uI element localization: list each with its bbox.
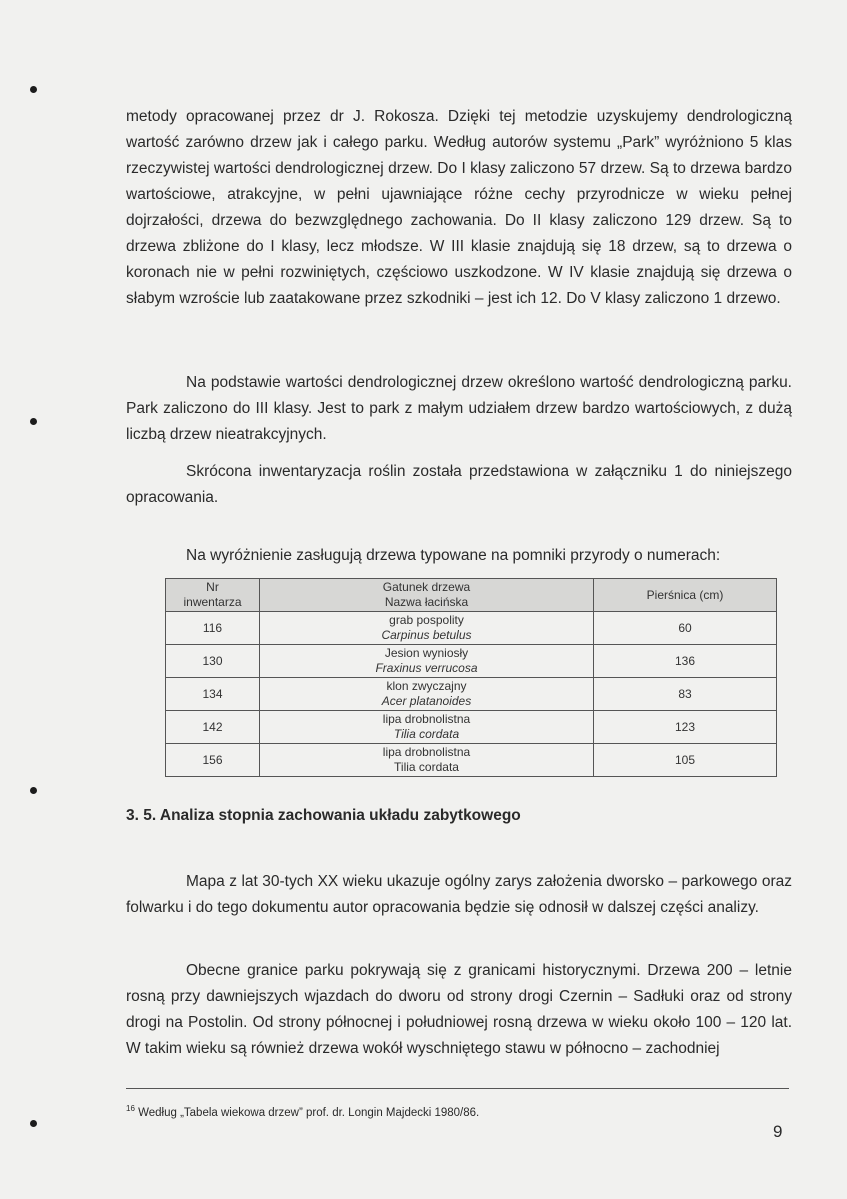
cell-species xyxy=(260,678,594,711)
page-number: 9 xyxy=(773,1122,783,1141)
paragraph-dendrological-classes: metody opracowanej przez dr J. Rokosza. Dzięki tej metodzie uzyskujemy dendrologiczną wartość zarówno drzew jak i całego parku. Według autorów systemu „Park” wyróżniono 5 klas rzeczywistej wartości dendrologicznej drzew. Do I klasy zaliczono 57 drzew. Są to drzewa bardzo wartościowe, atrakcyjne, w pełni ujawniające różne cechy przyrodnicze w wieku pełnej dojrzałości, drzewa do bezwzględnego zachowania. Do II klasy zaliczono 129 drzew. Są to drzewa zbliżone do I klasy, lecz młodsze. W III klasie znajdują się 18 drzew, są to drzewa o koronach nie w pełni rozwiniętych, częściowo uszkodzone. W IV klasie znajdują się drzewa o słabym wzroście lub zaatakowane przez szkodniki – jest ich 12. Do V klasy zaliczono 1 drzewo. xyxy=(126,108,792,307)
header-species-text: Gatunek drzewa xyxy=(382,580,471,594)
header-inventory-number xyxy=(166,579,260,612)
footnote-mark: 16 xyxy=(126,1104,135,1113)
binder-hole-mark xyxy=(30,787,37,794)
header-latin-text: Nazwa łacińska xyxy=(384,595,469,609)
table-row xyxy=(166,744,777,777)
cell-inventory-number: 156 xyxy=(166,744,260,777)
table-row xyxy=(166,711,777,744)
header-inwentarza-text: inwentarza xyxy=(183,595,242,609)
cell-circumference: 83 xyxy=(594,678,777,711)
footnote xyxy=(126,1104,479,1119)
paragraph-park-value: Na podstawie wartości dendrologicznej drzew określono wartość dendrologiczną parku. Park zaliczono do III klasy. Jest to park z małym udziałem drzew bardzo wartościowych, z dużą liczbą drzew nieatrakcyjnych. xyxy=(126,374,792,443)
cell-circumference: 105 xyxy=(594,744,777,777)
species-latin-name: Acer platanoides xyxy=(381,694,472,708)
cell-circumference: 60 xyxy=(594,612,777,645)
species-common-name: lipa drobnolistna xyxy=(382,712,471,726)
species-common-name: Jesion wyniosły xyxy=(384,646,469,660)
cell-species xyxy=(260,744,594,777)
footnote-separator xyxy=(126,1088,789,1089)
paragraph-inventory-note: Skrócona inwentaryzacja roślin została przedstawiona w załączniku 1 do niniejszego opracowania. xyxy=(126,463,792,506)
cell-inventory-number: 130 xyxy=(166,645,260,678)
section-heading: 3. 5. Analiza stopnia zachowania układu zabytkowego xyxy=(126,807,521,824)
species-latin-name: Fraxinus verrucosa xyxy=(375,661,478,675)
species-common-name: lipa drobnolistna xyxy=(382,745,471,759)
cell-inventory-number: 142 xyxy=(166,711,260,744)
cell-species xyxy=(260,711,594,744)
paragraph-park-boundaries: Obecne granice parku pokrywają się z granicami historycznymi. Drzewa 200 – letnie rosną przy dawniejszych wjazdach do dworu od strony drogi Czernin – Sadłuki oraz od strony drogi na Postolin. Od strony północnej i południowej rosną drzewa w wieku około 100 – 120 lat. W takim wieku są również drzewa wokół wyschniętego stawu w północno – zachodniej xyxy=(126,962,792,1057)
cell-inventory-number: 134 xyxy=(166,678,260,711)
table-row xyxy=(166,612,777,645)
cell-inventory-number: 116 xyxy=(166,612,260,645)
binder-hole-mark xyxy=(30,418,37,425)
species-common-name: grab pospolity xyxy=(389,613,464,627)
table-caption: Na wyróżnienie zasługują drzewa typowane na pomniki przyrody o numerach: xyxy=(186,547,721,564)
header-species xyxy=(260,579,594,612)
cell-species xyxy=(260,612,594,645)
species-common-name: klon zwyczajny xyxy=(386,679,467,693)
table-row xyxy=(166,645,777,678)
species-latin-name: Tilia cordata xyxy=(394,760,459,774)
cell-species xyxy=(260,645,594,678)
species-latin-name: Carpinus betulus xyxy=(381,628,472,642)
header-trunk-circumference: Pierśnica (cm) xyxy=(594,579,777,612)
paragraph-historic-map: Mapa z lat 30-tych XX wieku ukazuje ogólny zarys założenia dworsko – parkowego oraz folwarku i do tego dokumentu autor opracowania będzie się odnosił w dalszej części analizy. xyxy=(126,873,792,916)
cell-circumference: 136 xyxy=(594,645,777,678)
footnote-text: Według „Tabela wiekowa drzew” prof. dr. Longin Majdecki 1980/86. xyxy=(134,1106,480,1119)
header-nr-text: Nr xyxy=(206,580,219,594)
cell-circumference: 123 xyxy=(594,711,777,744)
monument-trees-table xyxy=(165,578,777,777)
binder-hole-mark xyxy=(30,86,37,93)
species-latin-name: Tilia cordata xyxy=(393,727,460,741)
binder-hole-mark xyxy=(30,1120,37,1127)
table-header-row xyxy=(166,579,777,612)
table-row xyxy=(166,678,777,711)
